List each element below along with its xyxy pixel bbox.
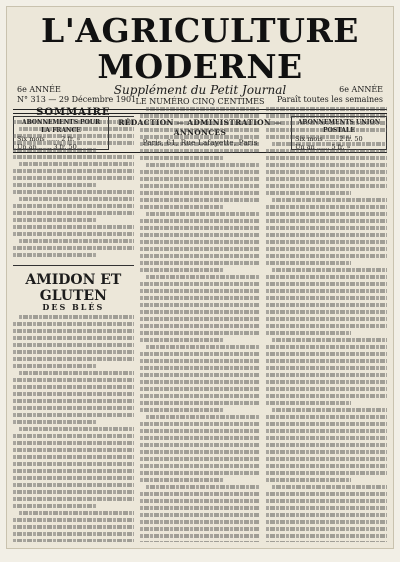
column-3 xyxy=(266,107,387,542)
column-2 xyxy=(140,107,261,542)
sommaire-title: SOMMAIRE xyxy=(13,109,134,117)
column-1 xyxy=(13,107,134,542)
redaction-address: Paris, 61, Rue Lafayette, Paris xyxy=(142,138,258,147)
article-body-col1 xyxy=(13,315,134,542)
sommaire-lines xyxy=(13,120,134,257)
newspaper-page xyxy=(7,7,393,548)
price-line: LE NUMÉRO CINQ CENTIMES xyxy=(135,97,265,106)
masthead-right xyxy=(277,85,383,105)
article-title: AMIDON ET GLUTEN xyxy=(13,265,134,304)
year-right: 6e ANNÉE xyxy=(339,85,383,94)
subscriptions-foreign-header: ABONNEMENTS UNION POSTALE xyxy=(297,119,381,134)
masthead-title: L'AGRICULTURE MODERNE xyxy=(41,11,359,86)
frequency-line: Paraît toutes les semaines xyxy=(276,95,383,104)
subscriptions-france-year: Un an ...... 3 fr. 50 xyxy=(17,143,77,151)
issue-number: N° 313 — 29 Décembre 1901 xyxy=(17,95,137,104)
article-subtitle: DES BLÉS xyxy=(42,302,105,312)
supplement-line: Supplément du Petit Journal xyxy=(113,83,287,97)
masthead-subrow xyxy=(7,85,393,109)
subscriptions-france-six: Six mois ...... 2 fr. » xyxy=(17,135,81,143)
subscriptions-foreign-year: Un an ...... 5 fr. » xyxy=(295,143,351,151)
subscriptions-foreign-six: Six mois ...... 2 fr. 50 xyxy=(295,135,363,143)
redaction-title: RÉDACTION — ADMINISTRATION — ANNONCES xyxy=(118,118,282,137)
year-left: 6e ANNÉE xyxy=(17,85,61,94)
body-columns xyxy=(13,107,387,542)
masthead-left xyxy=(17,85,136,105)
subscriptions-france-header: ABONNEMENTS POUR LA FRANCE xyxy=(21,119,101,134)
